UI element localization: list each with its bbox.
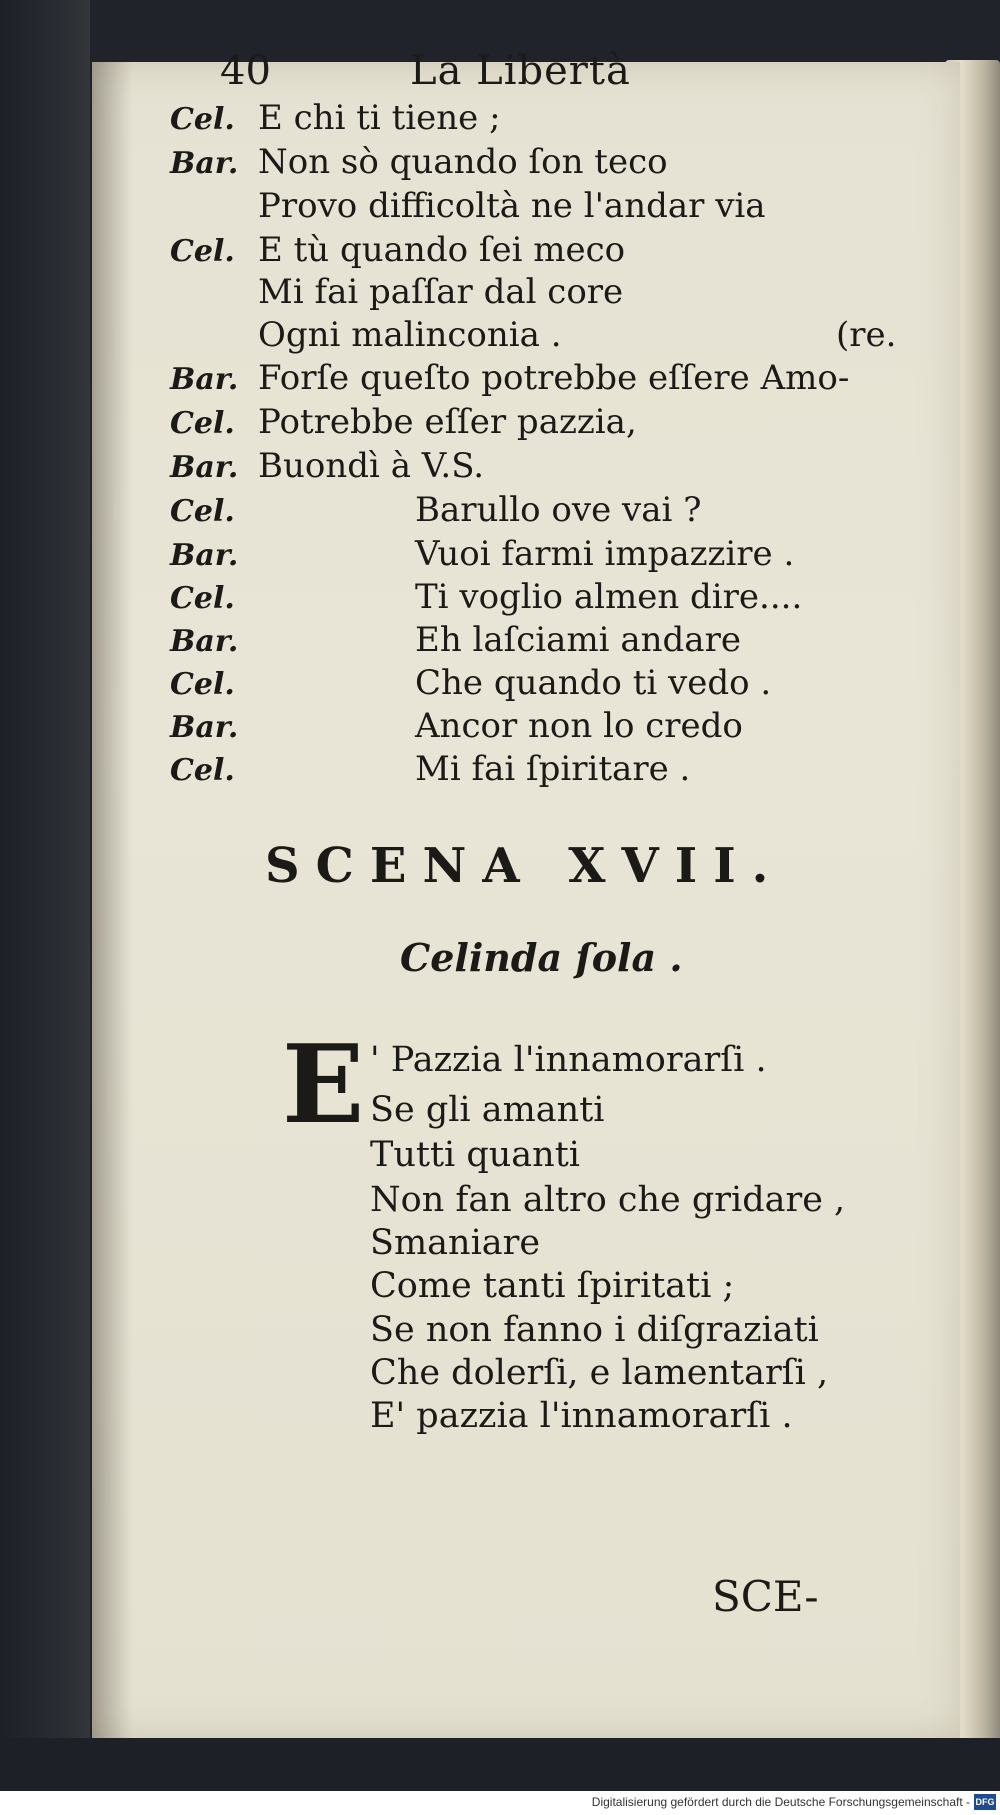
dialogue-line <box>0 272 1000 316</box>
exchange-line <box>0 663 1000 707</box>
verse-text: Che dolerſi, e lamentarſi , <box>370 1353 829 1393</box>
verse-text: Mi fai ſpiritare . <box>415 749 691 789</box>
running-title: La Libertà <box>410 48 631 94</box>
scene-heading: SCENA XVII. <box>265 838 785 894</box>
verse-text: Forſe queſto potrebbe eſſere Amo- <box>258 358 850 398</box>
exchange-line <box>0 490 1000 534</box>
speaker-label: Cel. <box>170 494 235 529</box>
dialogue-line <box>0 402 1000 446</box>
dialogue-line <box>0 186 1000 230</box>
speaker-label: Cel. <box>170 406 235 441</box>
verse-line <box>0 1223 1000 1267</box>
speaker-label: Cel. <box>170 667 235 702</box>
speaker-label: Bar. <box>170 538 239 573</box>
scene-cast: Celinda ſola . <box>400 935 683 980</box>
verse-text: Mi fai paſſar dal core <box>258 272 624 312</box>
speaker-label: Bar. <box>170 624 239 659</box>
verse-text: Non fan altro che gridare , <box>370 1180 846 1220</box>
dialogue-line <box>0 142 1000 186</box>
verse-text: Come tanti ſpiritati ; <box>370 1266 735 1306</box>
verse-text: Tutti quanti <box>370 1135 580 1175</box>
verse-text: Se non fanno i diſgraziati <box>370 1310 819 1350</box>
verse-text: Smaniare <box>370 1223 541 1263</box>
dialogue-line <box>0 446 1000 490</box>
scan-background <box>0 1738 1000 1791</box>
catchword: SCE- <box>712 1572 819 1621</box>
verse-text: Se gli amanti <box>370 1090 605 1130</box>
verse-text: Eh laſciami andare <box>415 620 741 660</box>
verse-line <box>0 1310 1000 1354</box>
speaker-label: Cel. <box>170 234 235 269</box>
verse-text: Che quando ti vedo . <box>415 663 772 703</box>
verse-line <box>0 1090 1000 1134</box>
dialogue-line <box>0 230 1000 274</box>
verse-text: Barullo ove vai ? <box>415 490 702 530</box>
exchange-line <box>0 534 1000 578</box>
speaker-label: Bar. <box>170 710 239 745</box>
verse-text: Non sò quando ſon teco <box>258 142 668 182</box>
verse-line <box>0 1135 1000 1179</box>
speaker-label: Bar. <box>170 450 239 485</box>
exchange-line <box>0 577 1000 621</box>
exchange-line <box>0 620 1000 664</box>
verse-line <box>0 1266 1000 1310</box>
exchange-line <box>0 706 1000 750</box>
verse-text: E chi ti tiene ; <box>258 98 501 138</box>
drop-cap: E <box>282 1022 365 1148</box>
verse-line <box>0 1180 1000 1224</box>
speaker-label: Bar. <box>170 146 239 181</box>
verse-text: E tù quando ſei meco <box>258 230 626 270</box>
verse-text: Vuoi farmi impazzire . <box>415 534 795 574</box>
verse-line <box>0 1353 1000 1397</box>
verse-text: Ogni malinconia . <box>258 315 562 355</box>
page-number: 40 <box>220 48 271 94</box>
verse-text: E' pazzia l'innamorarſi . <box>370 1396 793 1436</box>
speaker-label: Cel. <box>170 581 235 616</box>
verse-text: Provo difficoltà ne l'andar via <box>258 186 766 226</box>
dfg-logo-icon: DFG <box>974 1794 996 1810</box>
speaker-label: Cel. <box>170 102 235 137</box>
dialogue-line <box>0 315 1000 359</box>
verse-line <box>0 1396 1000 1440</box>
turnover-text: (re. <box>836 315 897 355</box>
digitization-footer <box>0 1791 1000 1815</box>
speaker-label: Bar. <box>170 362 239 397</box>
exchange-line <box>0 749 1000 793</box>
speaker-label: Cel. <box>170 753 235 788</box>
funding-credit: Digitalisierung gefördert durch die Deutsche Forschungsgemeinschaft - <box>591 1795 970 1809</box>
verse-text: Potrebbe eſſer pazzia, <box>258 402 637 442</box>
verse-text: ' Pazzia l'innamorarſi . <box>370 1040 767 1080</box>
dialogue-line <box>0 98 1000 142</box>
verse-text: Ti voglio almen dire.... <box>415 577 803 617</box>
verse-text: Ancor non lo credo <box>415 706 743 746</box>
dialogue-line <box>0 358 1000 402</box>
verse-line <box>0 1040 1000 1084</box>
verse-text: Buondì à V.S. <box>258 446 485 486</box>
